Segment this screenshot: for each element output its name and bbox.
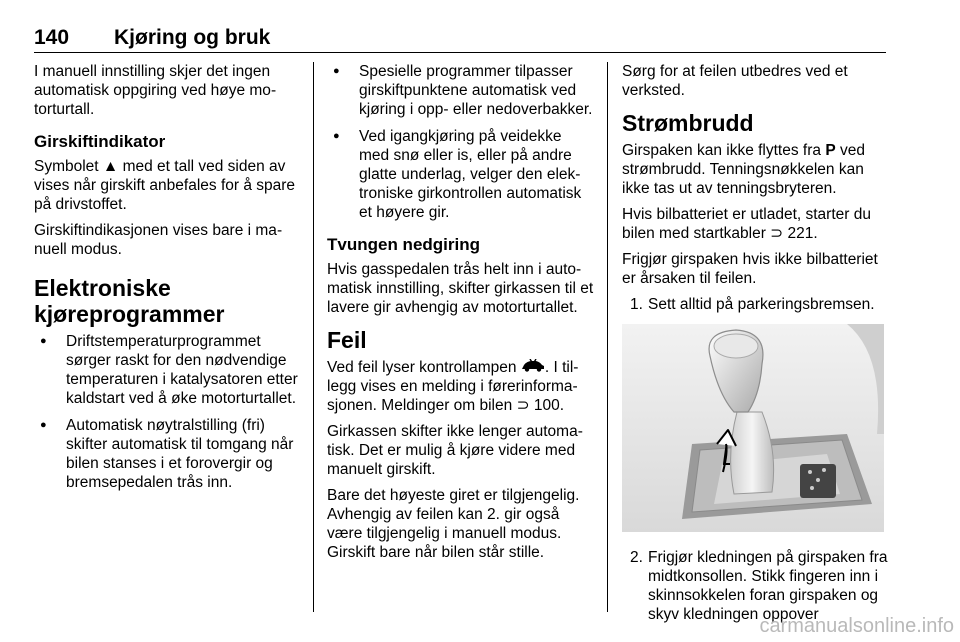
feil-paragraph-2: Girkassen skifter ikke lenger automatisk. Det er mulig å kjøre videre med manuelt girskift. — [327, 423, 583, 479]
column-divider — [607, 62, 608, 612]
gear-lever-illustration — [622, 324, 884, 532]
bullet-list — [34, 332, 302, 492]
page-number: 140 — [34, 26, 70, 49]
feil-paragraph-3: Bare det høyeste giret er tilgjengelig. Avhengig av feilen kan 2. gir også være tilgjengelig i manuell modus. Girskift bare når bilen står stille. — [327, 487, 580, 562]
heading-girskiftindikator: Girskiftindikator — [34, 132, 166, 151]
page-reference-link[interactable]: ⊃ 100. — [516, 397, 565, 415]
page-header — [34, 20, 886, 53]
startkabler-paragraph: Hvis bilbatteriet er utladet, starter du bilen med startkabler ⊃ 221. — [622, 206, 871, 242]
girskift-paragraph-2: Girskiftindikasjonen vises bare i manuell modus. — [34, 222, 283, 258]
list-item: ● Driftstemperaturprogrammet sørger raskt for den nødvendige temperaturen i katalysatoren etter kaldstart ved å øke motorturtallet. — [34, 332, 302, 408]
heading-tvungen-nedgiring: Tvungen nedgiring — [327, 235, 480, 254]
heading-feil: Feil — [327, 327, 367, 353]
step-item: 2. Frigjør kledningen på girspaken fra midtkonsollen. Stikk fingeren inn i skinnsokkelen foran girspaken og skyv kledningen oppover — [630, 549, 888, 623]
list-item: ● Automatisk nøytralstilling (fri) skifter automatisk til tomgang når bilen stanses i et forovergir og bremsepedalen trås inn. — [34, 416, 302, 492]
tvungen-paragraph: Hvis gasspedalen trås helt inn i automatisk innstilling, skifter girkassen til et lavere gir avhengig av motorturtallet. — [327, 261, 594, 316]
column-2 — [327, 62, 595, 569]
strombrudd-paragraph: Girspaken kan ikke flyttes fra P ved strømbrudd. Tenningsnøkkelen kan ikke tas ut av tenningsbryteren. — [622, 142, 865, 197]
chapter-title: Kjøring og bruk — [114, 26, 271, 49]
watermark: carmanualsonline.info — [759, 615, 954, 637]
list-item: ● Ved igangkjøring på veidekke med snø eller is, eller på andre glatte underlag, velger den elektroniske girkontrollen automatisk et høyere gir. — [327, 127, 595, 222]
frigjor-paragraph: Frigjør girspaken hvis ikke bilbatteriet er årsaken til feilen. — [622, 251, 878, 287]
column-1 — [34, 62, 302, 500]
heading-strombrudd: Strømbrudd — [622, 110, 754, 136]
verksted-paragraph: Sørg for at feilen utbedres ved et verksted. — [622, 63, 848, 99]
feil-paragraph: Ved feil lyser kontrollampen . I tillegg vises en melding i førerinformasjonen. Meldinger om bilen ⊃ 100. — [327, 359, 579, 415]
bullet-list — [327, 62, 595, 222]
heading-elektroniske-kjoreprogrammer: Elektroniske kjøreprogrammer — [34, 275, 225, 327]
column-divider — [313, 62, 314, 612]
upshift-arrow-icon: ▲ — [102, 158, 119, 175]
list-item: ● Spesielle programmer tilpasser girskiftpunktene automatisk ved kjøring i opp- eller nedoverbakker. — [327, 62, 595, 119]
step-item: 1. Sett alltid på parkeringsbremsen. — [630, 296, 875, 313]
column-3 — [622, 62, 890, 630]
intro-paragraph: I manuell innstilling skjer det ingen automatisk oppgiring ved høye motorturtall. — [34, 63, 277, 118]
car-warning-icon — [521, 358, 545, 377]
girskift-paragraph: Symbolet ▲ med et tall ved siden av vises når girskift anbefales for å spare på drivstoffet. — [34, 158, 296, 213]
